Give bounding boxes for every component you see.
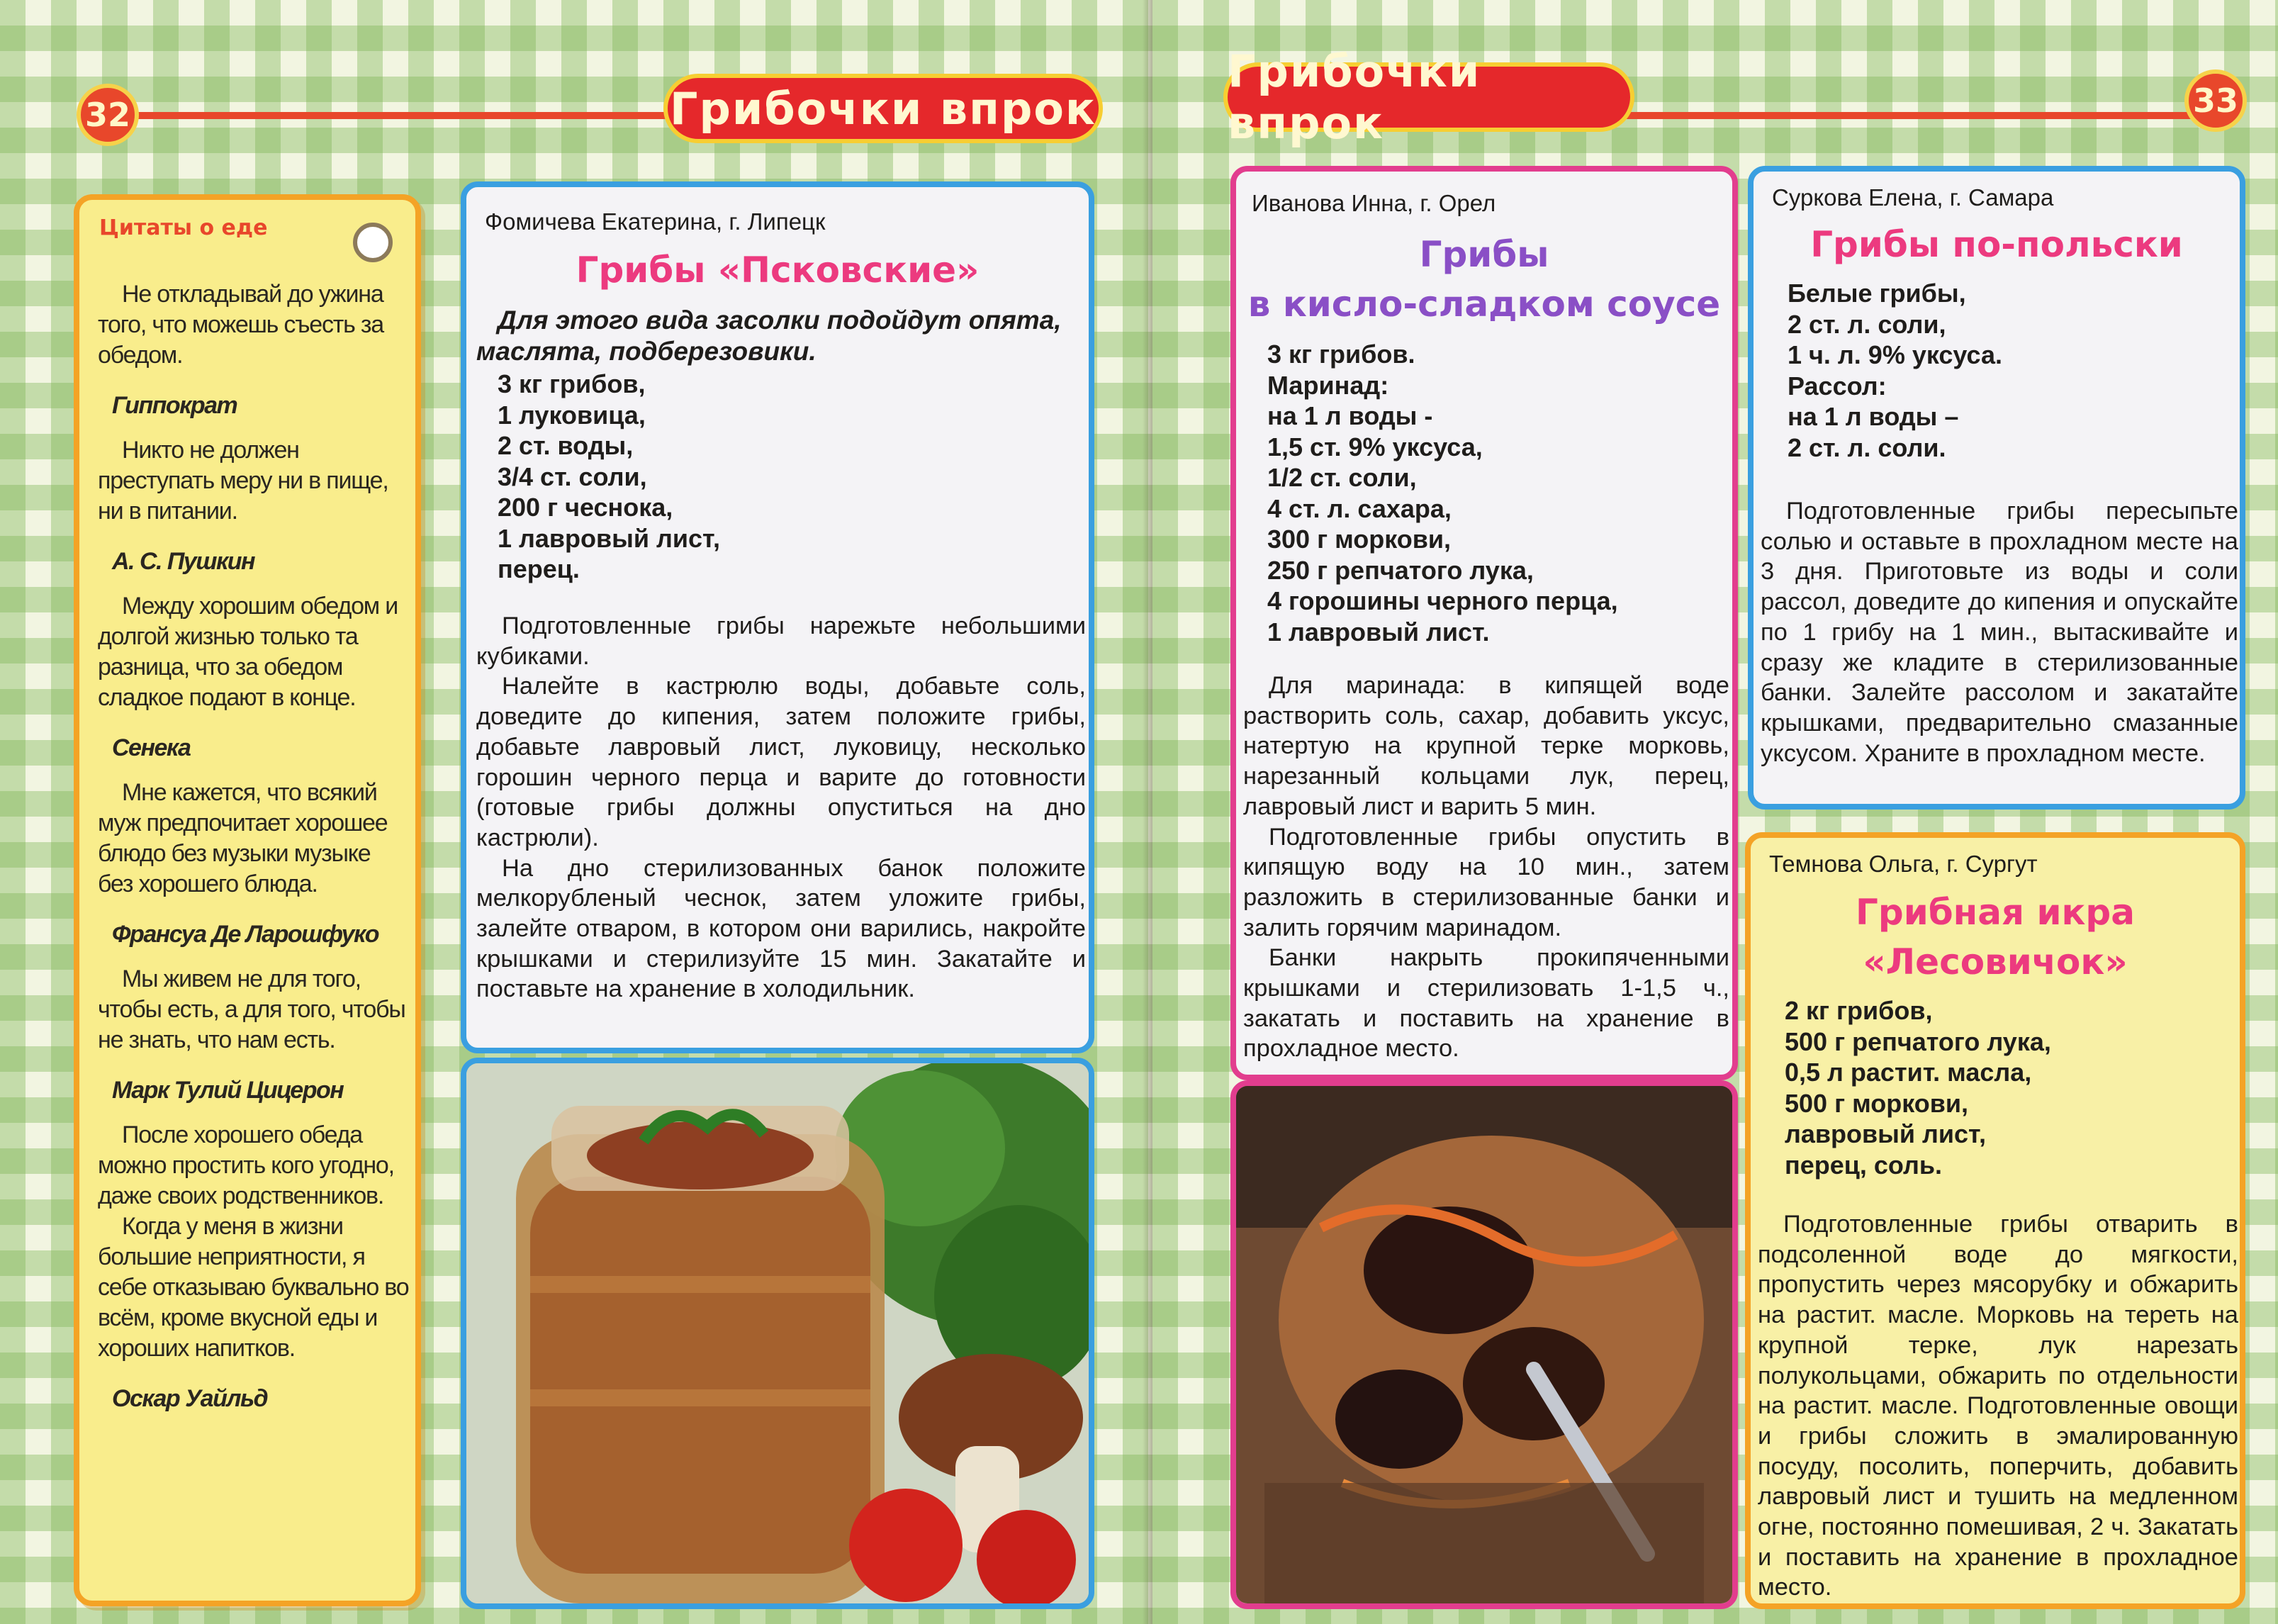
quote-text: Когда у меня в жизни большие неприятности, я себе отказываю буквально во всём, кроме вкусной еды и хороших напитков.: [98, 1213, 409, 1362]
ingredient-item: лавровый лист,: [1785, 1119, 1986, 1148]
ingredient-item: 1 лавровый лист,: [498, 523, 720, 553]
ingredient-item: 1/2 ст. соли,: [1267, 463, 1417, 492]
ingredient-list: [1267, 339, 1618, 647]
ingredient-list: [1788, 278, 2002, 463]
quotes-list: [98, 264, 410, 1413]
ingredient-item: Маринад:: [1267, 370, 1389, 400]
ingredient-item: 500 г моркови,: [1785, 1088, 1968, 1118]
ingredient-item: 4 горошины черного перца,: [1267, 586, 1618, 615]
ingredient-item: 2 кг грибов,: [1785, 996, 1933, 1025]
ingredient-item: 2 ст. л. соли,: [1788, 309, 1946, 339]
method-paragraph: Подготовленные грибы пересыпьте солью и оставьте в прохладном месте на 3 дня. Приготовьте из воды и соли рассол, доведите до кипения и опускайте по 1 грибу на 1 мин., вытаскивайте и сразу же кладите в стерилизованные банки. Залейте рассолом и закатайте крышками, предварительно смазанные уксусом. Храните в прохладном месте.: [1761, 498, 2238, 767]
recipe-title: Грибы по-польски: [1810, 224, 2183, 265]
ingredient-item: 1,5 ст. 9% уксуса,: [1267, 432, 1483, 461]
ring-icon: [353, 223, 393, 262]
quotes-title: Цитаты о еде: [99, 215, 268, 240]
recipe-method: [1758, 1209, 2238, 1603]
ingredient-item: 1 лавровый лист.: [1267, 617, 1490, 646]
recipe-box-polish: [1748, 166, 2245, 810]
right-page: [1152, 0, 2278, 1624]
recipe-method: [476, 611, 1086, 1004]
method-paragraph: На дно стерилизованных банок положите мелкорубленый чеснок, затем уложите грибы, залейте отваром, в котором они варились, накройте крышками и стерилизуйте 15 мин. Закатайте и поставьте на хранение в холодильник.: [476, 854, 1086, 1003]
section-header: Грибочки впрок: [1223, 62, 1634, 132]
ingredient-item: 3/4 ст. соли,: [498, 461, 647, 491]
quote-text: Никто не должен преступать меру ни в пище, ни в питании.: [98, 437, 388, 525]
method-paragraph: Подготовленные грибы отварить в подсоленной воде до мягкости, пропустить через мясорубку и обжарить на растит. масле. Морковь на тереть на крупной терке, лук нарезать полукольцами, обжарить по отдельности на растит. масле. Подготовленные овощи и грибы сложить в эмалированную посуду, посолить, поперчить, добавить лавровый лист и тушить на медленном огне, постоянно помешивая, 2 ч. Закатать и поставить на хранение в прохладное место.: [1758, 1211, 2238, 1601]
recipe-title-line: в кисло-сладком соусе: [1247, 284, 1721, 325]
ingredient-item: 2 ст. л. соли.: [1788, 432, 1946, 462]
ingredient-item: 3 кг грибов.: [1267, 340, 1415, 369]
ingredient-item: 300 г моркови,: [1267, 525, 1451, 554]
recipe-box-pskov: [461, 181, 1094, 1053]
jar-illustration: [466, 1063, 1089, 1603]
page-number: 33: [2184, 69, 2247, 132]
recipe-title-line: «Лесовичок»: [1863, 941, 2128, 982]
ingredient-item: 0,5 л растит. масла,: [1785, 1058, 2032, 1087]
method-paragraph: Налейте в кастрюлю воды, добавьте соль, доведите до кипения, затем положите грибы, добавьте лавровый лист, луковицу, несколько горошин черного перца и варите до готовности (готовые грибы должны опуститься на дно кастрюли).: [476, 673, 1086, 851]
quote-text: После хорошего обеда можно простить кого угодно, даже своих родственников.: [98, 1121, 394, 1209]
method-paragraph: Для маринада: в кипящей воде растворить соль, сахар, добавить уксус, натертую на крупной терке морковь, нарезанный кольцами лук, перец, лавровый лист и варить 5 мин.: [1243, 672, 1729, 820]
quote-author: А. С. Пушкин: [112, 548, 255, 575]
recipe-title: [1236, 230, 1732, 329]
quote-text: Мы живем не для того, чтобы есть, а для того, чтобы не знать, что нам есть.: [98, 965, 405, 1053]
ingredient-item: 500 г репчатого лука,: [1785, 1026, 2051, 1056]
quote-author: Оскар Уайльд: [112, 1385, 268, 1412]
quote-text: Между хорошим обедом и долгой жизнью только та разница, что за обедом сладкое подают в конце.: [98, 593, 398, 711]
ingredient-item: 200 г чеснока,: [498, 493, 673, 522]
ingredient-list: [1785, 995, 2051, 1180]
recipe-box-sauce: [1230, 166, 1738, 1080]
quote-text: Не откладывай до ужина того, что можешь съесть за обедом.: [98, 281, 383, 369]
ingredient-item: Белые грибы,: [1788, 279, 1966, 308]
method-paragraph: Подготовленные грибы опустить в кипящую воду на 10 мин., затем разложить в стерилизованные банки и залить горячим маринадом.: [1243, 823, 1729, 941]
sauce-jar-illustration: [1236, 1086, 1732, 1603]
page-number: 32: [77, 84, 139, 146]
quotes-sidebar: [74, 194, 421, 1606]
recipe-method: [1761, 496, 2238, 768]
recipe-title: [1751, 887, 2240, 987]
quote-author: Франсуа Де Ларошфуко: [112, 921, 378, 948]
recipe-title-line: Грибы: [1419, 234, 1549, 275]
mushroom-sauce-photo: [1230, 1080, 1738, 1609]
quote-author: Гиппократ: [112, 392, 237, 419]
header-rule: [128, 112, 695, 119]
ingredient-item: 1 ч. л. 9% уксуса.: [1788, 340, 2003, 369]
method-paragraph: Подготовленные грибы нарежьте небольшими кубиками.: [476, 612, 1086, 670]
quote-author: Марк Тулий Цицерон: [112, 1077, 344, 1104]
ingredient-item: на 1 л воды -: [1267, 401, 1433, 430]
ingredient-item: 2 ст. воды,: [498, 431, 634, 460]
ingredient-item: перец.: [498, 554, 580, 583]
recipe-author: Иванова Инна, г. Орел: [1252, 190, 1496, 216]
ingredient-item: 4 ст. л. сахара,: [1267, 493, 1452, 523]
ingredient-item: Рассол:: [1788, 371, 1887, 401]
section-header: Грибочки впрок: [663, 74, 1103, 143]
recipe-author: Суркова Елена, г. Самара: [1772, 184, 2054, 211]
quote-author: Сенека: [112, 734, 191, 761]
recipe-intro: Для этого вида засолки подойдут опята, маслята, подберезовики.: [476, 306, 1062, 366]
recipe-title: Грибы «Псковские»: [576, 250, 980, 291]
ingredient-item: на 1 л воды –: [1788, 402, 1959, 431]
ingredient-item: 1 луковица,: [498, 400, 646, 430]
recipe-author: Фомичева Екатерина, г. Липецк: [485, 208, 826, 235]
ingredient-list: [498, 369, 720, 585]
recipe-author: Темнова Ольга, г. Сургут: [1769, 851, 2038, 877]
recipe-method: [1243, 671, 1729, 1064]
ingredient-item: 250 г репчатого лука,: [1267, 555, 1534, 585]
ingredient-item: 3 кг грибов,: [498, 369, 646, 398]
quote-text: Мне кажется, что всякий муж предпочитает хорошее блюдо без музыки музыке без хорошего блюда.: [98, 779, 388, 897]
method-paragraph: Банки накрыть прокипяченными крышками и стерилизовать 1-1,5 ч., закатать и поставить на хранение в прохладное место.: [1243, 944, 1729, 1063]
recipe-box-caviar: [1745, 832, 2245, 1609]
ingredient-item: перец, соль.: [1785, 1150, 1943, 1180]
mushroom-jar-photo: [461, 1058, 1094, 1609]
recipe-title-line: Грибная икра: [1856, 892, 2135, 933]
